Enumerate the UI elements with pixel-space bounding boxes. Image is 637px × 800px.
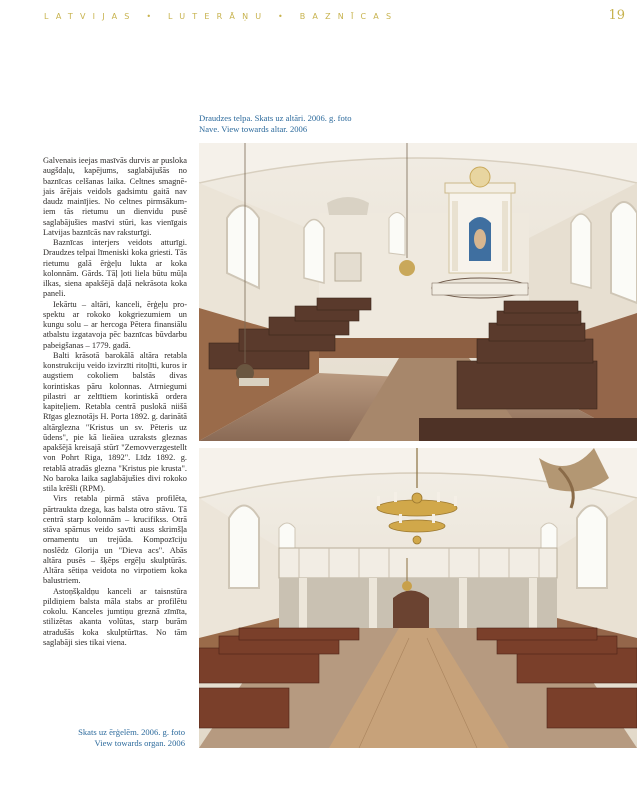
body-paragraph: Balti krāsotā barokālā altāra retabla konstrukciju veido izvirzīti ritoļīti, kuros ir augstiem cokoliem balstās divas korintiskas pāru kolonnas. Atrniegumi pilastri ar zeltītiem korintiskā ordera kapiteļiem. Retabla centrā puslokā niišā Rīgas gleznotājs H. Porta 1892. g. darinātā altārglezna "Kristus un sv. Pēteris uz ūdens", pie kā lieāiea uzraksts gleznas apakšējā kreisajā stūrī "Zemovverzgestellt von Pohrt Riga, 1892". Līdz 1892. g. retablā atradās glezna "Kristus pie krusta". No baroka laika saglabājušies divi rokoko stila krēšli (RPM). [43,350,187,493]
photo-organ [199,448,637,748]
caption-top-en: Nave. View towards altar. 2006 [199,124,308,134]
body-paragraph: Galvenais ieejas masīvās durvis ar pusloka augšdaļu, kapējums, saglabājušās no baznīcas celšanas laika. Celtnes smagnējais ārējais veidols gadsimtu gaitā nav daudz mainījies. No celtnes pirmsākumiem tās rietumu un dienvidu pusē saglabājušies masīvi stūri, kas vienīgais Latvijas baznīcās nav raksturīgi. [43,156,187,237]
running-header: LATVIJAS • LUTERĀŅU • BAZNĪCAS [44,12,399,21]
page-number: 19 [608,8,625,23]
body-paragraph: Virs retabla pirmā stāva profilēta, pārtraukta dzega, kas balsta otro stāvu. Tā centrā starp kolonnām – krucifikss. Otrā stāva spārnus veido savīti auss skrimšļa ornamentu un trejūda. Kompozīciju noslēdz Glorija un "Dieva acs". Abās altāra pusēs – šķēps ergēļu skulptūrās. Altāra sētiņa veidota no virpotiem koka balustriem. [43,494,187,586]
caption-top [199,113,352,135]
photo-altar [199,143,637,441]
caption-bottom [78,727,185,749]
body-paragraph: Baznīcas interjers veidots atturīgi. Draudzes telpai līmeniski koka griesti. Tās rietumu galā ērģeļu lukta ar koka kolonnām. Gārds. Tāļ ļoti liela būtu mūļa ilkas, siena apakšējā daļā nekrāsota koka paneli. [43,238,187,299]
body-paragraph: Astoņšķaldņu kanceli ar taisnstūra pildiņiem balsta māla stabs ar profilētu cokolu. Kanceles jumtiņu greznā zīmīta, stilizētas akanta volūtas, starp burām atradušās koka skulptūrītas. No tām saglabāji sies tikai viena. [43,586,187,647]
body-text-column [43,156,187,648]
caption-bottom-lv: Skats uz ērģelēm. 2006. g. foto [78,727,185,737]
body-paragraph: Iekārtu – altāri, kanceli, ērģeļu prospektu ar rokoko kokgriezumiem un kungu solu – ar hercoga Pētera finansiālu atbalstu izgatavoja pēc baznīcas būvdarbu pabeigšanas – 1779. gadā. [43,299,187,350]
caption-bottom-en: View towards organ. 2006 [94,738,185,748]
caption-top-lv: Draudzes telpa. Skats uz altāri. 2006. g. foto [199,113,352,123]
